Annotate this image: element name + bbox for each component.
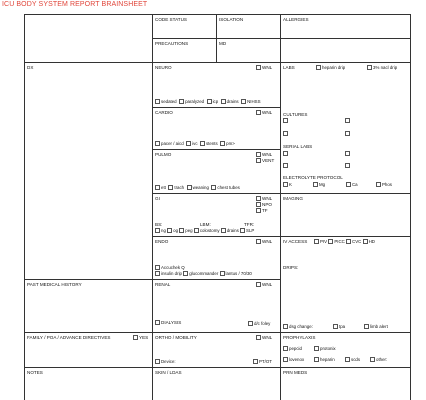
checkbox-icon — [283, 346, 288, 351]
checkbox-icon — [256, 152, 261, 157]
checkbox-icon — [187, 185, 192, 190]
checkbox-icon — [283, 324, 288, 329]
cardio-option-ivc[interactable]: ivc — [186, 141, 197, 146]
cardio-option-pm[interactable]: pm> — [220, 141, 235, 146]
checkbox-icon — [211, 185, 216, 190]
neuro-option-drains[interactable]: drains — [221, 99, 239, 104]
culture-checkbox-4[interactable] — [345, 131, 351, 136]
grid-line-ortho-bottom — [152, 367, 280, 368]
checkbox-icon — [155, 228, 160, 233]
md-label: MD — [219, 41, 227, 46]
checkbox-icon — [346, 182, 351, 187]
prn-meds-label: PRN MEDS — [283, 370, 308, 375]
pulmo-wnl-checkbox[interactable]: WNL — [256, 152, 272, 157]
iv-option-cvc[interactable]: CVC — [346, 239, 361, 244]
grid-line-imaging-bottom — [280, 236, 410, 237]
grid-line-right — [410, 14, 411, 400]
checkbox-icon — [345, 151, 350, 156]
ortho-device-option[interactable]: Device: — [155, 359, 176, 364]
checkbox-icon — [314, 239, 319, 244]
neuro-options — [155, 99, 261, 104]
checkbox-icon — [314, 346, 319, 351]
renal-foley-option[interactable]: d/c foley — [248, 321, 270, 326]
pulmo-option-chest-tubes[interactable]: chest tubes — [211, 185, 239, 190]
serial-lab-checkbox-3[interactable] — [283, 163, 289, 168]
imaging-label: IMAGING — [283, 196, 303, 201]
pulmo-option-trach[interactable]: trach — [168, 185, 184, 190]
serial-labs-label: SERIAL LABS — [283, 144, 313, 149]
checkbox-icon — [256, 239, 261, 244]
checkbox-icon — [168, 185, 173, 190]
endo-option-glucommander[interactable]: glucommander — [183, 271, 218, 276]
endo-accuchek-option[interactable]: Accuchek Q — [155, 265, 185, 270]
checkbox-icon — [376, 182, 381, 187]
serial-lab-checkbox-4[interactable] — [345, 163, 351, 168]
checkbox-icon — [345, 118, 350, 123]
prophylaxis-label: PROPHYLAXIS — [283, 335, 316, 340]
pulmo-label: PULMO — [155, 152, 172, 157]
gi-option-colostomy[interactable]: colostomy — [194, 228, 220, 233]
checkbox-icon — [186, 141, 191, 146]
culture-checkbox-1[interactable] — [283, 118, 289, 123]
labs-label: LABS — [283, 65, 295, 70]
grid-line-pmh-bottom — [24, 332, 152, 333]
labs-heparin-option[interactable]: heparin drip — [316, 65, 345, 70]
iv-options — [314, 239, 375, 244]
checkbox-icon — [333, 324, 338, 329]
grid-line-family-bottom — [24, 367, 152, 368]
grid-line-iv-bottom — [280, 332, 410, 333]
iv-option-piv[interactable]: PIV — [314, 239, 327, 244]
grid-line-labs-bottom — [280, 193, 410, 194]
iv-option-hd[interactable]: HD — [363, 239, 375, 244]
gi-tf-checkbox[interactable]: TF — [256, 208, 268, 213]
checkbox-icon — [155, 271, 160, 276]
grid-line-header-bottom — [24, 62, 410, 63]
gi-option-drains[interactable]: drains — [221, 228, 239, 233]
prophylaxis-option-pepcid[interactable]: pepcid — [283, 346, 302, 351]
prophylaxis-option-heparin[interactable]: heparin — [314, 357, 335, 362]
checkbox-icon — [314, 357, 319, 362]
checkbox-icon — [283, 131, 288, 136]
electrolyte-option-phos[interactable]: Phos — [376, 182, 392, 187]
checkbox-icon — [155, 359, 160, 364]
serial-lab-checkbox-2[interactable] — [345, 151, 351, 156]
iv-option-picc[interactable]: PICC — [328, 239, 345, 244]
checkbox-icon — [256, 335, 261, 340]
gi-option-og[interactable]: og — [167, 228, 178, 233]
iv-access-label: IV ACCESS — [283, 239, 308, 244]
grid-line-col3 — [280, 14, 281, 400]
checkbox-icon — [256, 65, 261, 70]
checkbox-icon — [248, 321, 253, 326]
gi-option-slp[interactable]: SLP — [240, 228, 254, 233]
gi-wnl-checkbox[interactable]: WNL — [256, 196, 272, 201]
grid-line-col2 — [152, 14, 153, 400]
checkbox-icon — [367, 65, 372, 70]
neuro-option-nihss[interactable]: NIHSS — [241, 99, 260, 104]
neuro-option-sedated[interactable]: sedated — [155, 99, 177, 104]
endo-wnl-checkbox[interactable]: WNL — [256, 239, 272, 244]
checkbox-icon — [313, 182, 318, 187]
pulmo-vent-checkbox[interactable]: VENT — [256, 158, 274, 163]
checkbox-icon — [179, 228, 184, 233]
prophylaxis-option-scds[interactable]: scds — [345, 357, 360, 362]
grid-line-prophylaxis-bottom — [280, 367, 410, 368]
prophylaxis-option-other[interactable]: other: — [370, 357, 387, 362]
prophylaxis-option-protonix[interactable]: protonix — [314, 346, 336, 351]
electrolyte-option-k[interactable]: K — [283, 182, 292, 187]
checkbox-icon — [346, 239, 351, 244]
renal-dialysis-option[interactable]: DIALYSIS — [155, 320, 181, 325]
serial-lab-checkbox-1[interactable] — [283, 151, 289, 156]
checkbox-icon — [256, 196, 261, 201]
tpa-option[interactable]: tpa — [333, 324, 345, 329]
ortho-label: ORTHO / MOBILITY — [155, 335, 197, 340]
past-medical-history-label: PAST MEDICAL HISTORY — [27, 282, 82, 287]
checkbox-icon — [133, 335, 138, 340]
grid-line-endo-bottom — [152, 279, 280, 280]
checkbox-icon — [183, 271, 188, 276]
checkbox-icon — [345, 163, 350, 168]
neuro-label: NEURO — [155, 65, 172, 70]
checkbox-icon — [363, 239, 368, 244]
checkbox-icon — [328, 239, 333, 244]
checkbox-icon — [220, 141, 225, 146]
dsg-change-option[interactable]: dsg change: — [283, 324, 313, 329]
checkbox-icon — [283, 357, 288, 362]
checkbox-icon — [167, 228, 172, 233]
cardio-option-stents[interactable]: stents — [200, 141, 218, 146]
checkbox-icon — [283, 163, 288, 168]
checkbox-icon — [207, 99, 212, 104]
grid-line-header-mid — [152, 38, 410, 39]
culture-checkbox-2[interactable] — [345, 118, 351, 123]
checkbox-icon — [283, 151, 288, 156]
endo-label: ENDO — [155, 239, 169, 244]
checkbox-icon — [200, 141, 205, 146]
ortho-ptot-option[interactable]: PT/OT — [253, 359, 272, 364]
notes-label: NOTES — [27, 370, 43, 375]
cardio-wnl-checkbox[interactable]: WNL — [256, 110, 272, 115]
sheet-title: ICU BODY SYSTEM REPORT BRAINSHEET — [2, 1, 148, 8]
checkbox-icon — [240, 228, 245, 233]
isolation-label: ISOLATION — [219, 17, 244, 22]
culture-checkbox-3[interactable] — [283, 131, 289, 136]
checkbox-icon — [345, 357, 350, 362]
grid-line-renal-bottom — [152, 332, 280, 333]
checkbox-icon — [316, 65, 321, 70]
checkbox-icon — [345, 131, 350, 136]
checkbox-icon — [364, 324, 369, 329]
precautions-label: PRECAUTIONS — [155, 41, 189, 46]
family-yes-option[interactable]: YES — [133, 335, 148, 340]
gi-option-peg[interactable]: peg — [179, 228, 192, 233]
ortho-wnl-checkbox[interactable]: WNL — [256, 335, 272, 340]
pulmo-option-ett[interactable]: ett — [155, 185, 166, 190]
endo-option-insulin-drip[interactable]: insulin drip — [155, 271, 182, 276]
renal-label: RENAL — [155, 282, 171, 287]
skin-label: SKIN / LDAS — [155, 370, 182, 375]
electrolyte-protocol-label: ELECTROLYTE PROTOCOL — [283, 175, 343, 180]
prophylaxis-option-lovenox[interactable]: lovenox — [283, 357, 304, 362]
checkbox-icon — [155, 141, 160, 146]
dx-label: DX — [27, 65, 34, 70]
checkbox-icon — [370, 357, 375, 362]
endo-options — [155, 271, 252, 276]
renal-wnl-checkbox[interactable]: WNL — [256, 282, 272, 287]
checkbox-icon — [221, 99, 226, 104]
checkbox-icon — [194, 228, 199, 233]
endo-option-lantus[interactable]: lantus / 70/30 — [220, 271, 252, 276]
checkbox-icon — [256, 202, 261, 207]
gi-bs-label: BS: — [155, 222, 163, 227]
grid-line-gi-bottom — [152, 236, 280, 237]
grid-line-pulmo-bottom — [152, 193, 280, 194]
checkbox-icon — [155, 185, 160, 190]
gi-lbm-label: LBM: — [200, 222, 211, 227]
allergies-label: ALLERGIES — [283, 17, 309, 22]
pulmo-option-weaning[interactable]: weaning — [187, 185, 209, 190]
cardio-option-pacer[interactable]: pacer / aicd — [155, 141, 184, 146]
checkbox-icon — [179, 99, 184, 104]
grid-line-neuro-bottom — [152, 107, 280, 108]
neuro-option-icp[interactable]: icp — [207, 99, 219, 104]
checkbox-icon — [221, 228, 226, 233]
neuro-wnl-checkbox[interactable]: WNL — [256, 65, 272, 70]
gi-option-ng[interactable]: ng — [155, 228, 166, 233]
checkbox-icon — [155, 99, 160, 104]
labs-nacl-option[interactable]: 3% nacl drip — [367, 65, 397, 70]
gi-label: GI — [155, 196, 160, 201]
checkbox-icon — [283, 182, 288, 187]
limb-alert-option[interactable]: limb alert — [364, 324, 388, 329]
checkbox-icon — [155, 320, 160, 325]
grid-line-top — [24, 14, 410, 15]
checkbox-icon — [253, 359, 258, 364]
cardio-options — [155, 141, 235, 146]
grid-line-cardio-bottom — [152, 149, 280, 150]
checkbox-icon — [256, 110, 261, 115]
code-status-label: CODE STATUS — [155, 17, 187, 22]
pulmo-options — [155, 185, 240, 190]
gi-tfr-label: TFR: — [244, 222, 255, 227]
electrolyte-option-mg[interactable]: Mg — [313, 182, 325, 187]
checkbox-icon — [256, 208, 261, 213]
grid-line-left — [24, 14, 25, 400]
checkbox-icon — [256, 282, 261, 287]
family-poa-label: FAMILY / POA / ADVANCE DIRECTIVES — [27, 335, 111, 340]
gi-npo-checkbox[interactable]: NPO — [256, 202, 272, 207]
checkbox-icon — [241, 99, 246, 104]
gi-options — [155, 228, 254, 233]
grid-line-isolation — [216, 14, 217, 62]
checkbox-icon — [155, 265, 160, 270]
electrolyte-option-ca[interactable]: Ca — [346, 182, 358, 187]
neuro-option-paralyzed[interactable]: paralyzed — [179, 99, 204, 104]
cardio-label: CARDIO — [155, 110, 173, 115]
checkbox-icon — [283, 118, 288, 123]
grid-line-dx-bottom — [24, 279, 152, 280]
drips-label: DRIPS: — [283, 265, 299, 270]
checkbox-icon — [256, 158, 261, 163]
checkbox-icon — [220, 271, 225, 276]
cultures-label: CULTURES — [283, 112, 308, 117]
